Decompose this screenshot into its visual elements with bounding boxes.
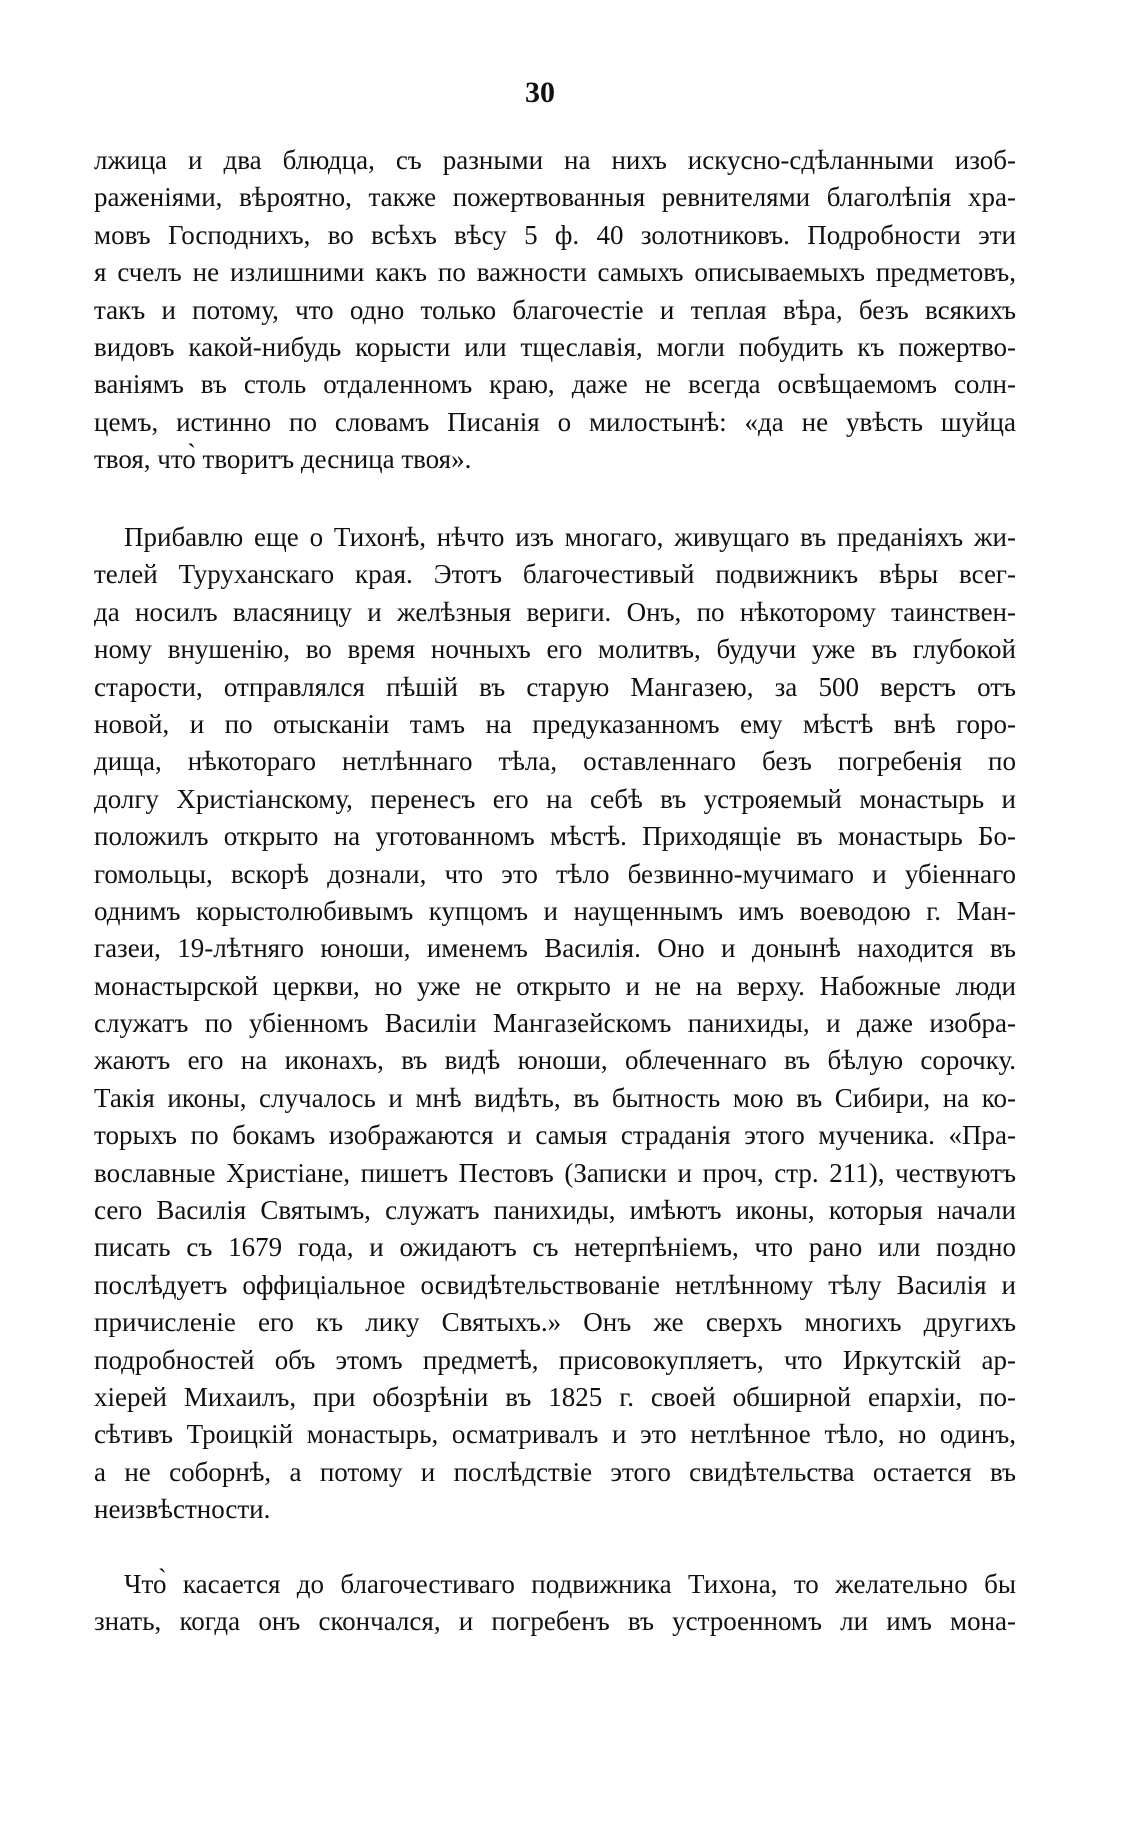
paragraph-3 (94, 1566, 1016, 1641)
text-line: Такія иконы, случалось и мнѣ видѣть, въ бытность мою въ Сибири, на ко- (94, 1082, 1016, 1113)
text-line: писать съ 1679 года, и ожидаютъ съ нетерпѣніемъ, что рано или поздно (94, 1232, 1016, 1263)
text-line: твоя, что̀ творитъ десница твоя». (94, 444, 472, 475)
text-line: неизвѣстности. (94, 1494, 271, 1525)
text-line: сего Василія Святымъ, служатъ панихиды, имѣютъ иконы, которыя начали (94, 1195, 1016, 1226)
text-line: а не соборнѣ, а потому и послѣдствіе этого свидѣтельства остается въ (94, 1456, 1016, 1487)
text-line: новой, и по отысканіи тамъ на предуказанномъ ему мѣстѣ внѣ горо- (94, 708, 1016, 739)
text-line: подробностей объ этомъ предметѣ, присовокупляетъ, что Иркутскій ар- (94, 1344, 1016, 1375)
text-line: служатъ по убіенномъ Василіи Мангазейскомъ панихиды, и даже изобра- (94, 1008, 1016, 1039)
text-line: старости, отправлялся пѣшій въ старую Мангазею, за 500 верстъ отъ (94, 671, 1016, 702)
text-line: газеи, 19-лѣтняго юноши, именемъ Василія. Оно и донынѣ находится въ (94, 933, 1016, 964)
text-line: такъ и потому, что одно только благочестіе и теплая вѣра, безъ всякихъ (94, 294, 1016, 325)
text-line: послѣдуетъ оффиціальное освидѣтельствованіе нетлѣнному тѣлу Василія и (94, 1269, 1016, 1300)
text-line: я счелъ не излишними какъ по важности самыхъ описываемыхъ предметовъ, (94, 257, 1016, 288)
text-line: однимъ корыстолюбивымъ купцомъ и наущеннымъ имъ воеводою г. Ман- (94, 895, 1016, 926)
text-line: мовъ Господнихъ, во всѣхъ вѣсу 5 ф. 40 золотниковъ. Подробности эти (94, 219, 1016, 250)
paragraph-2 (94, 519, 1016, 1529)
text-line: ному внушенію, во время ночныхъ его молитвъ, будучи уже въ глубокой (94, 634, 1016, 665)
text-line: торыхъ по бокамъ изображаются и самыя страданія этого мученика. «Пра- (94, 1120, 1016, 1151)
text-line: дища, нѣкотораго нетлѣннаго тѣла, оставленнаго безъ погребенія по (94, 746, 1016, 777)
text-line: ваніямъ въ столь отдаленномъ краю, даже не всегда освѣщаемомъ солн- (94, 369, 1016, 400)
text-line: цемъ, истинно по словамъ Писанія о милостынѣ: «да не увѣсть шуйца (94, 406, 1016, 437)
text-line: монастырской церкви, но уже не открыто и не на верху. Набожные люди (94, 970, 1016, 1001)
text-line: видовъ какой-нибудь корысти или тщеславія, могли побудить къ пожертво- (94, 331, 1016, 362)
text-line: сѣтивъ Троицкій монастырь, осматривалъ и это нетлѣнное тѣло, но одинъ, (94, 1419, 1016, 1450)
paragraph-1 (94, 142, 1016, 479)
text-line: положилъ открыто на уготованномъ мѣстѣ. Приходящіе въ монастырь Бо- (94, 821, 1016, 852)
text-line: Что̀ касается до благочестиваго подвижника Тихона, то желательно бы (124, 1569, 1016, 1599)
text-line: да носилъ власяницу и желѣзныя вериги. Онъ, по нѣкоторому таинствен- (94, 596, 1016, 627)
text-line: Прибавлю еще о Тихонѣ, нѣчто изъ многаго, живущаго въ преданіяхъ жи- (124, 522, 1016, 552)
text-line: причисленіе его къ лику Святыхъ.» Онъ же сверхъ многихъ другихъ (94, 1307, 1016, 1338)
text-line: телей Туруханскаго края. Этотъ благочестивый подвижникъ вѣры всег- (94, 559, 1016, 590)
text-line: гомольцы, вскорѣ дознали, что это тѣло безвинно-мучимаго и убіеннаго (94, 858, 1016, 889)
text-line: долгу Христіанскому, перенесъ его на себѣ въ устрояемый монастырь и (94, 783, 1016, 814)
text-line: раженіями, вѣроятно, также пожертвованныя ревнителями благолѣпія хра- (94, 182, 1016, 213)
page-number: 30 (525, 76, 555, 109)
text-line: лжица и два блюдца, съ разными на нихъ искусно-сдѣланными изоб- (94, 145, 1016, 175)
text-line: вославные Христіане, пишетъ Пестовъ (Записки и проч, стр. 211), чествуютъ (94, 1157, 1016, 1188)
text-line: знать, когда онъ скончался, и погребенъ въ устроенномъ ли имъ мона- (94, 1606, 1016, 1637)
text-line: жаютъ его на иконахъ, въ видѣ юноши, облеченнаго въ бѣлую сорочку. (94, 1045, 1016, 1076)
text-line: хіерей Михаилъ, при обозрѣніи въ 1825 г. своей обширной епархіи, по- (94, 1381, 1016, 1412)
